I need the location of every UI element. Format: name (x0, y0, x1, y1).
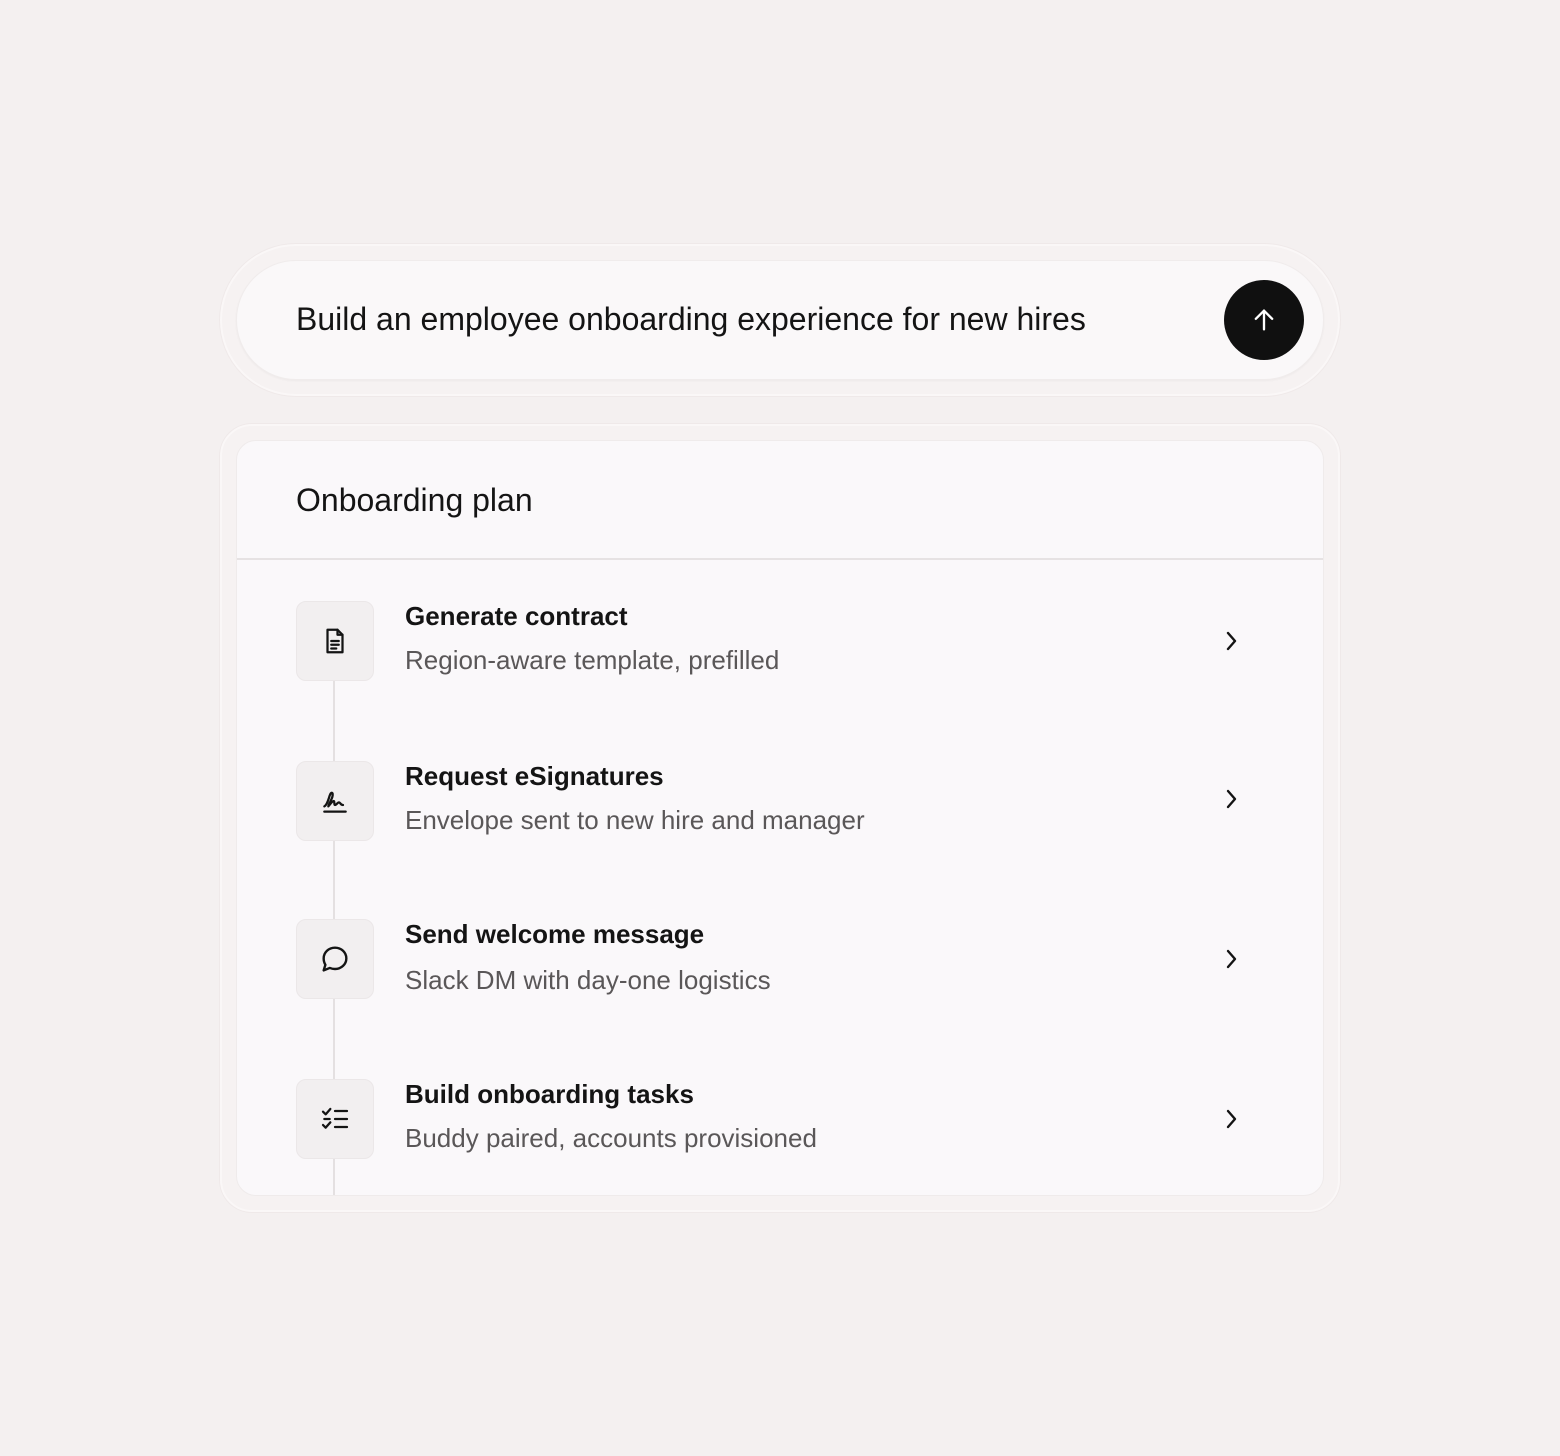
plan-card (236, 440, 1324, 1196)
signature-icon (319, 785, 351, 817)
prompt-input[interactable]: Build an employee onboarding experience for new hires (296, 301, 1086, 337)
plan-card-header (237, 441, 1323, 560)
step-description: Region-aware template, prefilled (405, 645, 780, 675)
step-description: Buddy paired, accounts provisioned (405, 1123, 817, 1153)
plan-step-request-esignatures[interactable] (237, 751, 1323, 871)
checklist-icon (319, 1103, 351, 1135)
step-icon-container (296, 761, 374, 841)
chevron-right-icon[interactable] (1217, 945, 1245, 973)
arrow-up-icon (1250, 306, 1278, 334)
chevron-right-icon[interactable] (1217, 627, 1245, 655)
step-icon-container (296, 919, 374, 999)
plan-step-send-welcome-message[interactable] (237, 909, 1323, 1029)
plan-step-generate-contract[interactable] (237, 591, 1323, 711)
step-description: Slack DM with day-one logistics (405, 965, 771, 995)
step-title: Generate contract (405, 601, 628, 631)
step-title: Send welcome message (405, 919, 705, 949)
step-icon-container (296, 1079, 374, 1159)
step-icon-container (296, 601, 374, 681)
send-button[interactable] (1224, 280, 1304, 360)
document-icon (320, 626, 350, 656)
step-title: Build onboarding tasks (405, 1079, 694, 1109)
step-title: Request eSignatures (405, 761, 664, 791)
chevron-right-icon[interactable] (1217, 1105, 1245, 1133)
plan-title: Onboarding plan (296, 482, 533, 518)
step-description: Envelope sent to new hire and manager (405, 805, 865, 835)
plan-step-build-onboarding-tasks[interactable] (237, 1069, 1323, 1189)
chat-bubble-icon (319, 943, 351, 975)
chevron-right-icon[interactable] (1217, 785, 1245, 813)
